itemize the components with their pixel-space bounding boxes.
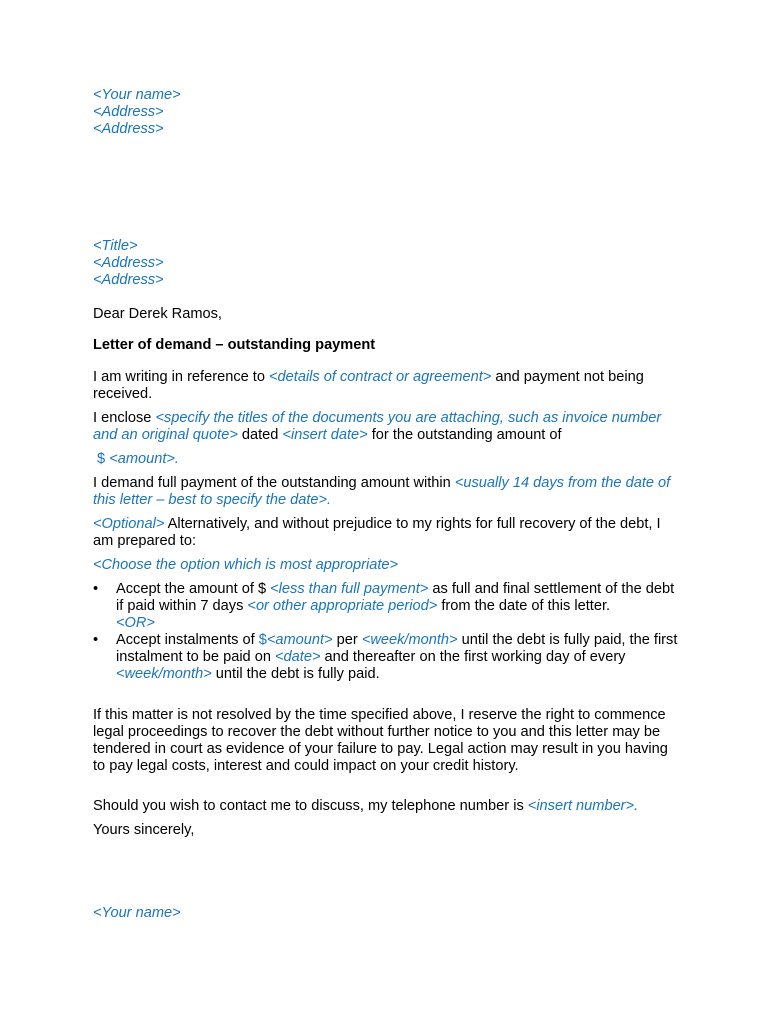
paragraph-legal-action: If this matter is not resolved by the time specified above, I reserve the right to commence legal proceedings to recover the debt without further notice to you and this letter may be tendered in court as evidence of your failure to pay. Legal action may result in you having to pay legal costs, interest and could impact on your credit history. <box>93 707 668 774</box>
placeholder-due-date: <usually 14 days from the date of this letter – best to specify the date>. <box>93 475 671 508</box>
subject-line: Letter of demand – outstanding payment <box>93 337 376 353</box>
recipient-address-line-1: <Address> <box>93 255 164 271</box>
list-item <box>93 581 683 632</box>
placeholder-week-month: <week/month> <box>361 632 458 648</box>
placeholder-contract-details: <details of contract or agreement> <box>269 369 492 385</box>
paragraph-demand: I demand full payment of the outstanding amount within <usually 14 days from the date of this letter – best to specify the date>. <box>93 475 671 508</box>
amount-dollar-sign: $ <box>97 451 106 467</box>
sender-address-line-1: <Address> <box>93 104 164 120</box>
placeholder-optional: <Optional> <box>93 516 165 532</box>
placeholder-partial-payment: <less than full payment> <box>270 581 429 597</box>
sender-name: <Your name> <box>93 87 181 103</box>
signature-name: <Your name> <box>93 905 181 921</box>
closing: Yours sincerely, <box>93 822 195 838</box>
placeholder-instalment-amount: <amount> <box>266 632 333 648</box>
salutation: Dear Derek Ramos, <box>93 306 222 322</box>
recipient-address-line-2: <Address> <box>93 272 164 288</box>
options-list <box>93 581 683 683</box>
option-instalments: Accept instalments of $<amount> per <week/month> until the debt is fully paid, the first instalment to be paid on <date> and thereafter on the first working day of every <week/month> until the debt is fully paid. <box>116 632 678 682</box>
paragraph-contact: Should you wish to contact me to discuss, my telephone number is <insert number>. <box>93 798 639 814</box>
sender-address-line-2: <Address> <box>93 121 164 137</box>
paragraph-enclosures: I enclose <specify the titles of the documents you are attaching, such as invoice number and an original quote> dated <insert date> for the outstanding amount of <box>93 410 662 443</box>
placeholder-documents: <specify the titles of the documents you are attaching, such as invoice number and an original quote> <box>93 410 662 443</box>
recipient-title: <Title> <box>93 238 138 254</box>
list-item <box>93 632 683 683</box>
option-lump-sum: Accept the amount of $ <less than full payment> as full and final settlement of the debt if paid within 7 days <or other appropriate period> from the date of this letter. <box>116 581 675 614</box>
placeholder-insert-date: <insert date> <box>282 427 368 443</box>
recipient-block <box>93 238 683 289</box>
paragraph-reference: I am writing in reference to <details of contract or agreement> and payment not being received. <box>93 369 644 402</box>
bullet-icon: • <box>93 581 99 597</box>
paragraph-alternative: <Optional> Alternatively, and without prejudice to my rights for full recovery of the debt, I am prepared to: <box>93 516 661 549</box>
choose-option-note: <Choose the option which is most appropriate> <box>93 557 399 573</box>
placeholder-amount: <amount>. <box>109 451 179 467</box>
placeholder-week-month: <week/month> <box>116 666 212 682</box>
sender-block <box>93 87 683 138</box>
placeholder-phone-number: <insert number>. <box>527 798 639 814</box>
placeholder-first-date: <date> <box>275 649 321 665</box>
amount-line <box>97 451 687 468</box>
placeholder-period: <or other appropriate period> <box>247 598 438 614</box>
or-separator: <OR> <box>116 615 155 631</box>
bullet-icon: • <box>93 632 99 648</box>
